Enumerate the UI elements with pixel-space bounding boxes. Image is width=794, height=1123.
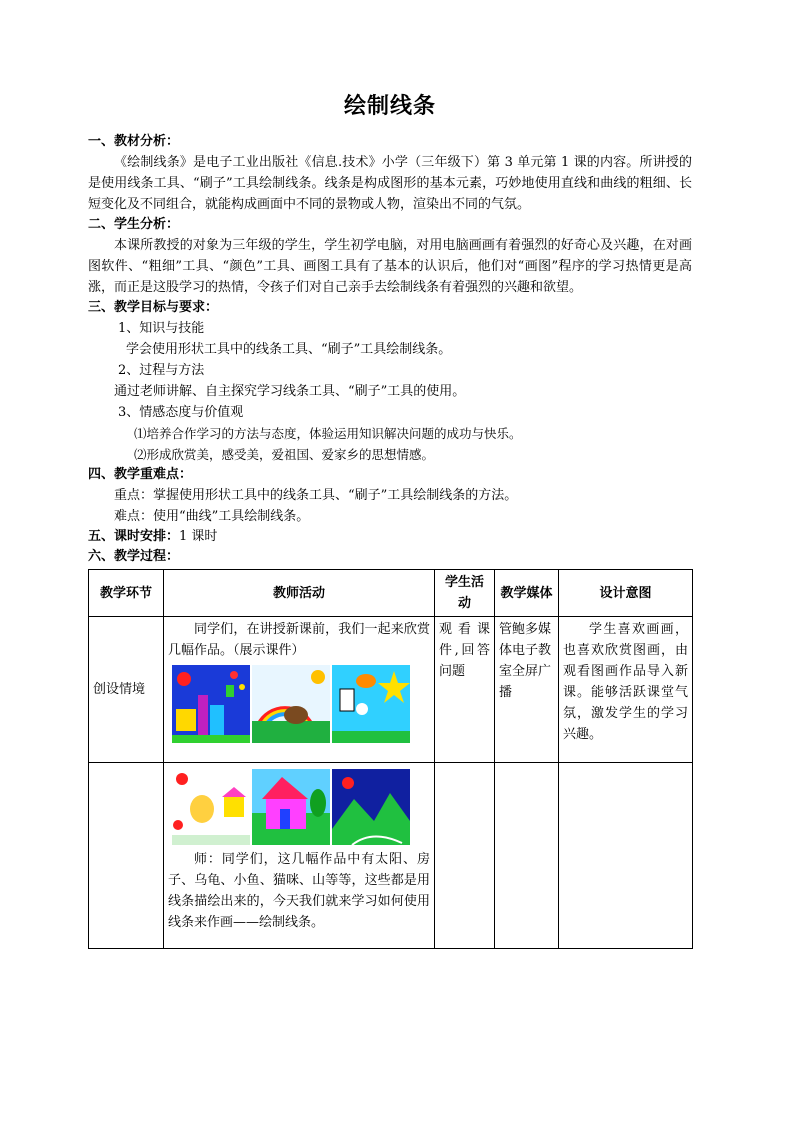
cell-media-empty [495,763,559,949]
page-title: 绘制线条 [343,94,436,119]
header-intent: 设计意图 [559,570,693,617]
artwork-turtle-image [252,665,330,743]
artwork-mountain-image [332,769,410,845]
key-point-text: 重点：掌握使用形状工具中的线条工具、“刷子”工具绘制线条的方法。 [114,488,518,503]
section-body-students: 本课所教授的对象为三年级的学生，学生初学电脑，对用电脑画画有着强烈的好奇心及兴趣，在对画图软件、“粗细”工具、“颜色”工具、画图工具有了基本的认识后，他们对“画图”程序的学习热情更是高涨，而正是这股学习的热情，令孩子们对自己亲手去绘制线条有着强烈的兴趣和欲望。 [88,238,692,295]
teacher-activity-text-2: 师：同学们，这几幅作品中有太阳、房子、乌龟、小鱼、猫咪、山等等，这些都是用线条描绘出来的，今天我们就来学习如何使用线条来作画——绘制线条。 [168,852,430,930]
section-body-analysis: 《绘制线条》是电子工业出版社《信息.技术》小学（三年级下）第 3 单元第 1 课的内容。所讲授的是使用线条工具、“刷子”工具绘制线条。线条是构成图形的基本元素，巧妙地使用直线和曲线的粗细、长短变化及不同组合，就能构成画面中不同的景物或人物，渲染出不同的气氛。 [88,155,692,212]
cell-student: 观看课件,回答问题 [435,617,495,763]
table-header-row [89,570,693,617]
header-stage: 教学环节 [89,570,164,617]
cell-stage-empty [89,763,164,949]
table-row [89,763,693,949]
artwork-fish-image [332,665,410,743]
document-page [88,90,692,949]
section-heading-analysis: 一、教材分析： [88,134,180,149]
goal-attitude-item-1: ⑴培养合作学习的方法与态度，体验运用知识解决问题的成功与快乐。 [134,426,522,441]
header-teacher: 教师活动 [164,570,435,617]
schedule-label: 五、课时安排： [88,529,180,544]
goal-knowledge-heading: 1、知识与技能 [118,321,205,336]
section-heading-students: 二、学生分析： [88,217,180,232]
cell-stage: 创设情境 [89,617,164,763]
goal-knowledge-text: 学会使用形状工具中的线条工具、“刷子”工具绘制线条。 [126,342,452,357]
artwork-gallery-1 [172,665,430,743]
cell-intent: 学生喜欢画画，也喜欢欣赏图画，由观看图画作品导入新课。能够活跃课堂气氛，激发学生的学习兴趣。 [559,617,693,763]
header-student: 学生活动 [435,570,495,617]
difficulty-text: 难点：使用“曲线”工具绘制线条。 [114,509,310,524]
schedule-value: 1 课时 [179,529,218,544]
goal-process-heading: 2、过程与方法 [118,363,205,378]
section-heading-goals: 三、教学目标与要求： [88,300,219,315]
section-heading-key-points: 四、教学重难点： [88,467,193,482]
goal-process-text: 通过老师讲解、自主探究学习线条工具、“刷子”工具的使用。 [114,384,466,399]
section-heading-schedule [88,527,692,547]
cell-teacher [164,617,435,763]
goal-attitude-heading: 3、情感态度与价值观 [118,405,244,420]
cell-student-empty [435,763,495,949]
header-media: 教学媒体 [495,570,559,617]
section-heading-process: 六、教学过程： [88,549,180,564]
cell-media: 管鲍多媒体电子教室全屏广播 [495,617,559,763]
teaching-process-table [88,569,693,949]
cell-teacher [164,763,435,949]
artwork-sun-city-image [172,665,250,743]
goal-attitude-item-2: ⑵形成欣赏美，感受美，爱祖国、爱家乡的思想情感。 [134,447,435,462]
teacher-activity-text: 同学们，在讲授新课前，我们一起来欣赏几幅作品。（展示课件） [168,622,430,658]
artwork-house-image [252,769,330,845]
cell-intent-empty [559,763,693,949]
table-row [89,617,693,763]
artwork-gallery-2 [172,769,430,845]
artwork-cat-house-image [172,769,250,845]
